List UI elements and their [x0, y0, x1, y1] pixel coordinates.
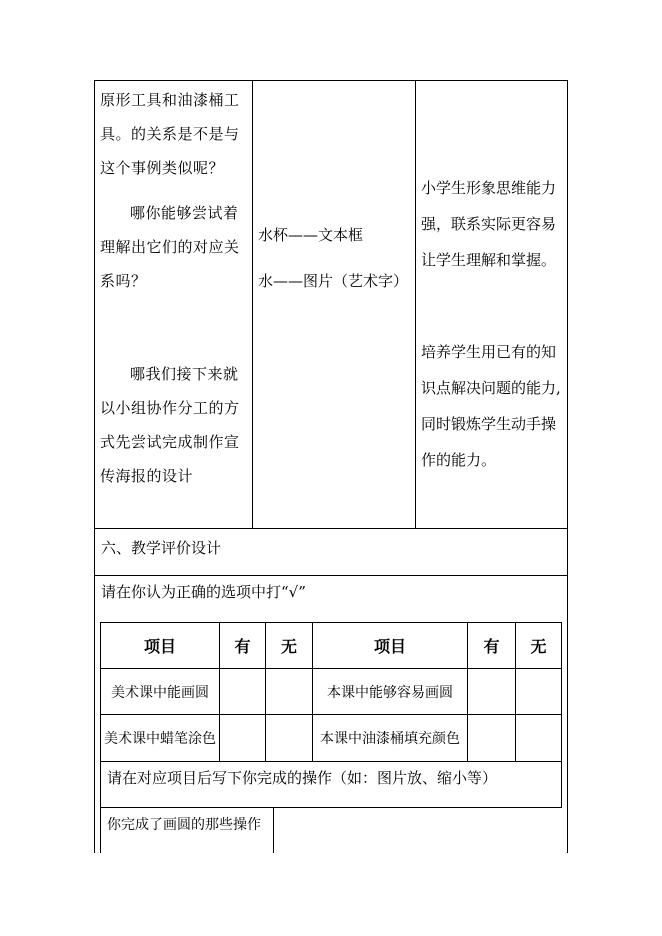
col3-line: 识点解决问题的能力,	[421, 379, 561, 397]
col1-line: 这个事例类似呢？	[100, 159, 225, 177]
eval-header-no: 无	[530, 637, 547, 656]
col1-line: 系吗？	[100, 272, 147, 290]
col3-line: 让学生理解和掌握。	[421, 251, 557, 269]
eval-yes-cell[interactable]	[220, 669, 265, 714]
upper-divider-1	[252, 80, 253, 528]
eval-yes-cell[interactable]	[220, 715, 265, 761]
col1-line: 以小组协作分工的方	[100, 399, 240, 417]
upper-col1-para3	[100, 357, 248, 493]
col3-line: 小学生形象思维能力	[421, 179, 557, 197]
col1-line: 哪你能够尝试着	[130, 204, 239, 222]
eval-no-cell[interactable]	[516, 669, 561, 714]
eval-last-row-label: 你完成了画圆的那些操作	[107, 817, 261, 833]
eval-item-cell: 美术课中能画圆	[111, 684, 209, 701]
eval-item-cell: 本课中能够容易画圆	[327, 684, 453, 701]
col2-line: 水杯——文本框	[258, 226, 364, 244]
upper-divider-2	[415, 80, 416, 528]
eval-row-line	[100, 761, 562, 762]
eval-header-item: 项目	[143, 637, 176, 656]
eval-header-item: 项目	[373, 637, 406, 656]
table-top-border	[94, 80, 568, 81]
col3-line: 强，联系实际更容易	[421, 215, 557, 233]
upper-col1	[100, 83, 248, 185]
eval-no-cell[interactable]	[266, 715, 312, 761]
table-left-border	[94, 80, 95, 853]
eval-no-cell[interactable]	[516, 715, 561, 761]
row-divider-section6	[94, 575, 568, 576]
section-title: 六、教学评价设计	[101, 539, 222, 557]
col1-line: 具。的关系是不是与	[100, 125, 240, 143]
instruction-text: 请在你认为正确的选项中打“√”	[101, 583, 306, 601]
table-right-border	[567, 80, 568, 853]
eval-no-cell[interactable]	[266, 669, 312, 714]
col1-line: 哪我们接下来就	[130, 365, 239, 383]
eval-yes-cell[interactable]	[468, 669, 515, 714]
col1-line: 式先尝试完成制作宣	[100, 433, 240, 451]
eval-header-yes: 有	[234, 637, 251, 656]
col3-line: 同时锻炼学生动手操	[421, 415, 557, 433]
row-divider-upper	[94, 528, 568, 529]
col1-line: 理解出它们的对应关	[100, 238, 240, 256]
eval-yes-cell[interactable]	[468, 715, 515, 761]
upper-col3-para1	[421, 170, 556, 278]
eval-last-row-answer[interactable]	[274, 808, 561, 852]
eval-header-yes: 有	[483, 637, 500, 656]
eval-header-no: 无	[280, 637, 297, 656]
eval-right-border	[561, 622, 562, 807]
col1-line: 传海报的设计	[100, 467, 194, 485]
eval-item-cell: 美术课中蜡笔涂色	[104, 731, 216, 747]
col3-line: 培养学生用已有的知	[421, 343, 557, 361]
upper-col1-para2	[100, 196, 248, 298]
col3-line: 作的能力。	[421, 451, 497, 469]
col2-line: 水——图片（艺术字）	[258, 272, 409, 290]
col1-line: 原形工具和油漆桶工	[100, 91, 240, 109]
upper-col3-para2	[421, 334, 561, 478]
eval-item-cell: 本课中油漆桶填充颜色	[320, 731, 460, 747]
eval-note: 请在对应项目后写下你完成的操作（如：图片放、缩小等）	[107, 769, 498, 787]
